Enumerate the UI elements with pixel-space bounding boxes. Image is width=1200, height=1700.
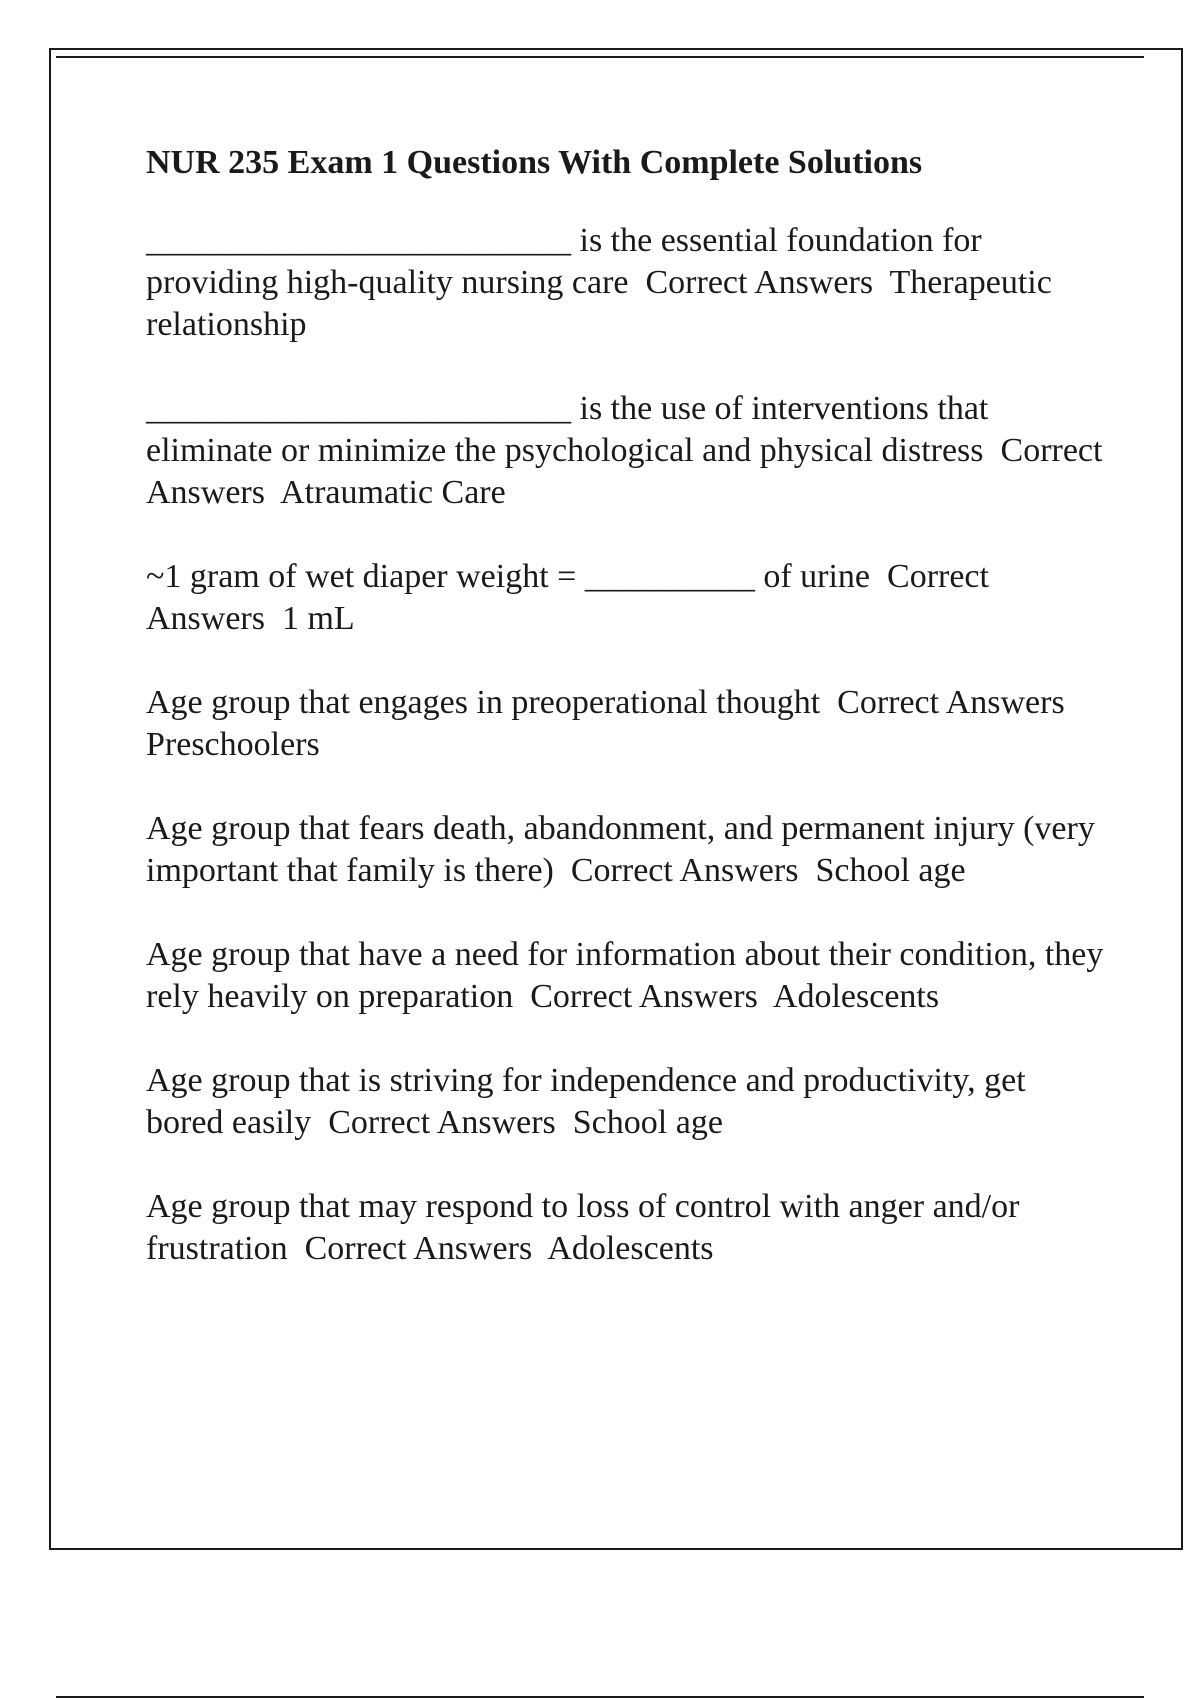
document-title: NUR 235 Exam 1 Questions With Complete Solutions xyxy=(146,144,923,181)
question-answer-item: Age group that may respond to loss of control with anger and/or frustration Correct Answers Adolescents xyxy=(146,1188,1028,1267)
bottom-rule xyxy=(56,1696,1144,1698)
top-rule xyxy=(56,56,1144,58)
question-answer-item: Age group that engages in preoperational thought Correct Answers Preschoolers xyxy=(146,684,1082,763)
question-answer-item: _________________________ is the use of interventions that eliminate or minimize the psychological and physical distress Correct Answers Atraumatic Care xyxy=(146,390,1110,511)
question-answer-item: ~1 gram of wet diaper weight = __________ of urine Correct Answers 1 mL xyxy=(146,558,996,637)
document-body xyxy=(146,142,1112,1312)
question-answer-item: Age group that is striving for independence and productivity, get bored easily Correct Answers School age xyxy=(146,1062,1035,1141)
question-answer-item: Age group that fears death, abandonment, and permanent injury (very important that family is there) Correct Answers School age xyxy=(146,810,1104,889)
question-answer-item: _________________________ is the essential foundation for providing high-quality nursing care Correct Answers Therapeutic relationship xyxy=(146,222,1061,343)
question-answer-item: Age group that have a need for information about their condition, they rely heavily on preparation Correct Answers Adolescents xyxy=(146,936,1112,1015)
